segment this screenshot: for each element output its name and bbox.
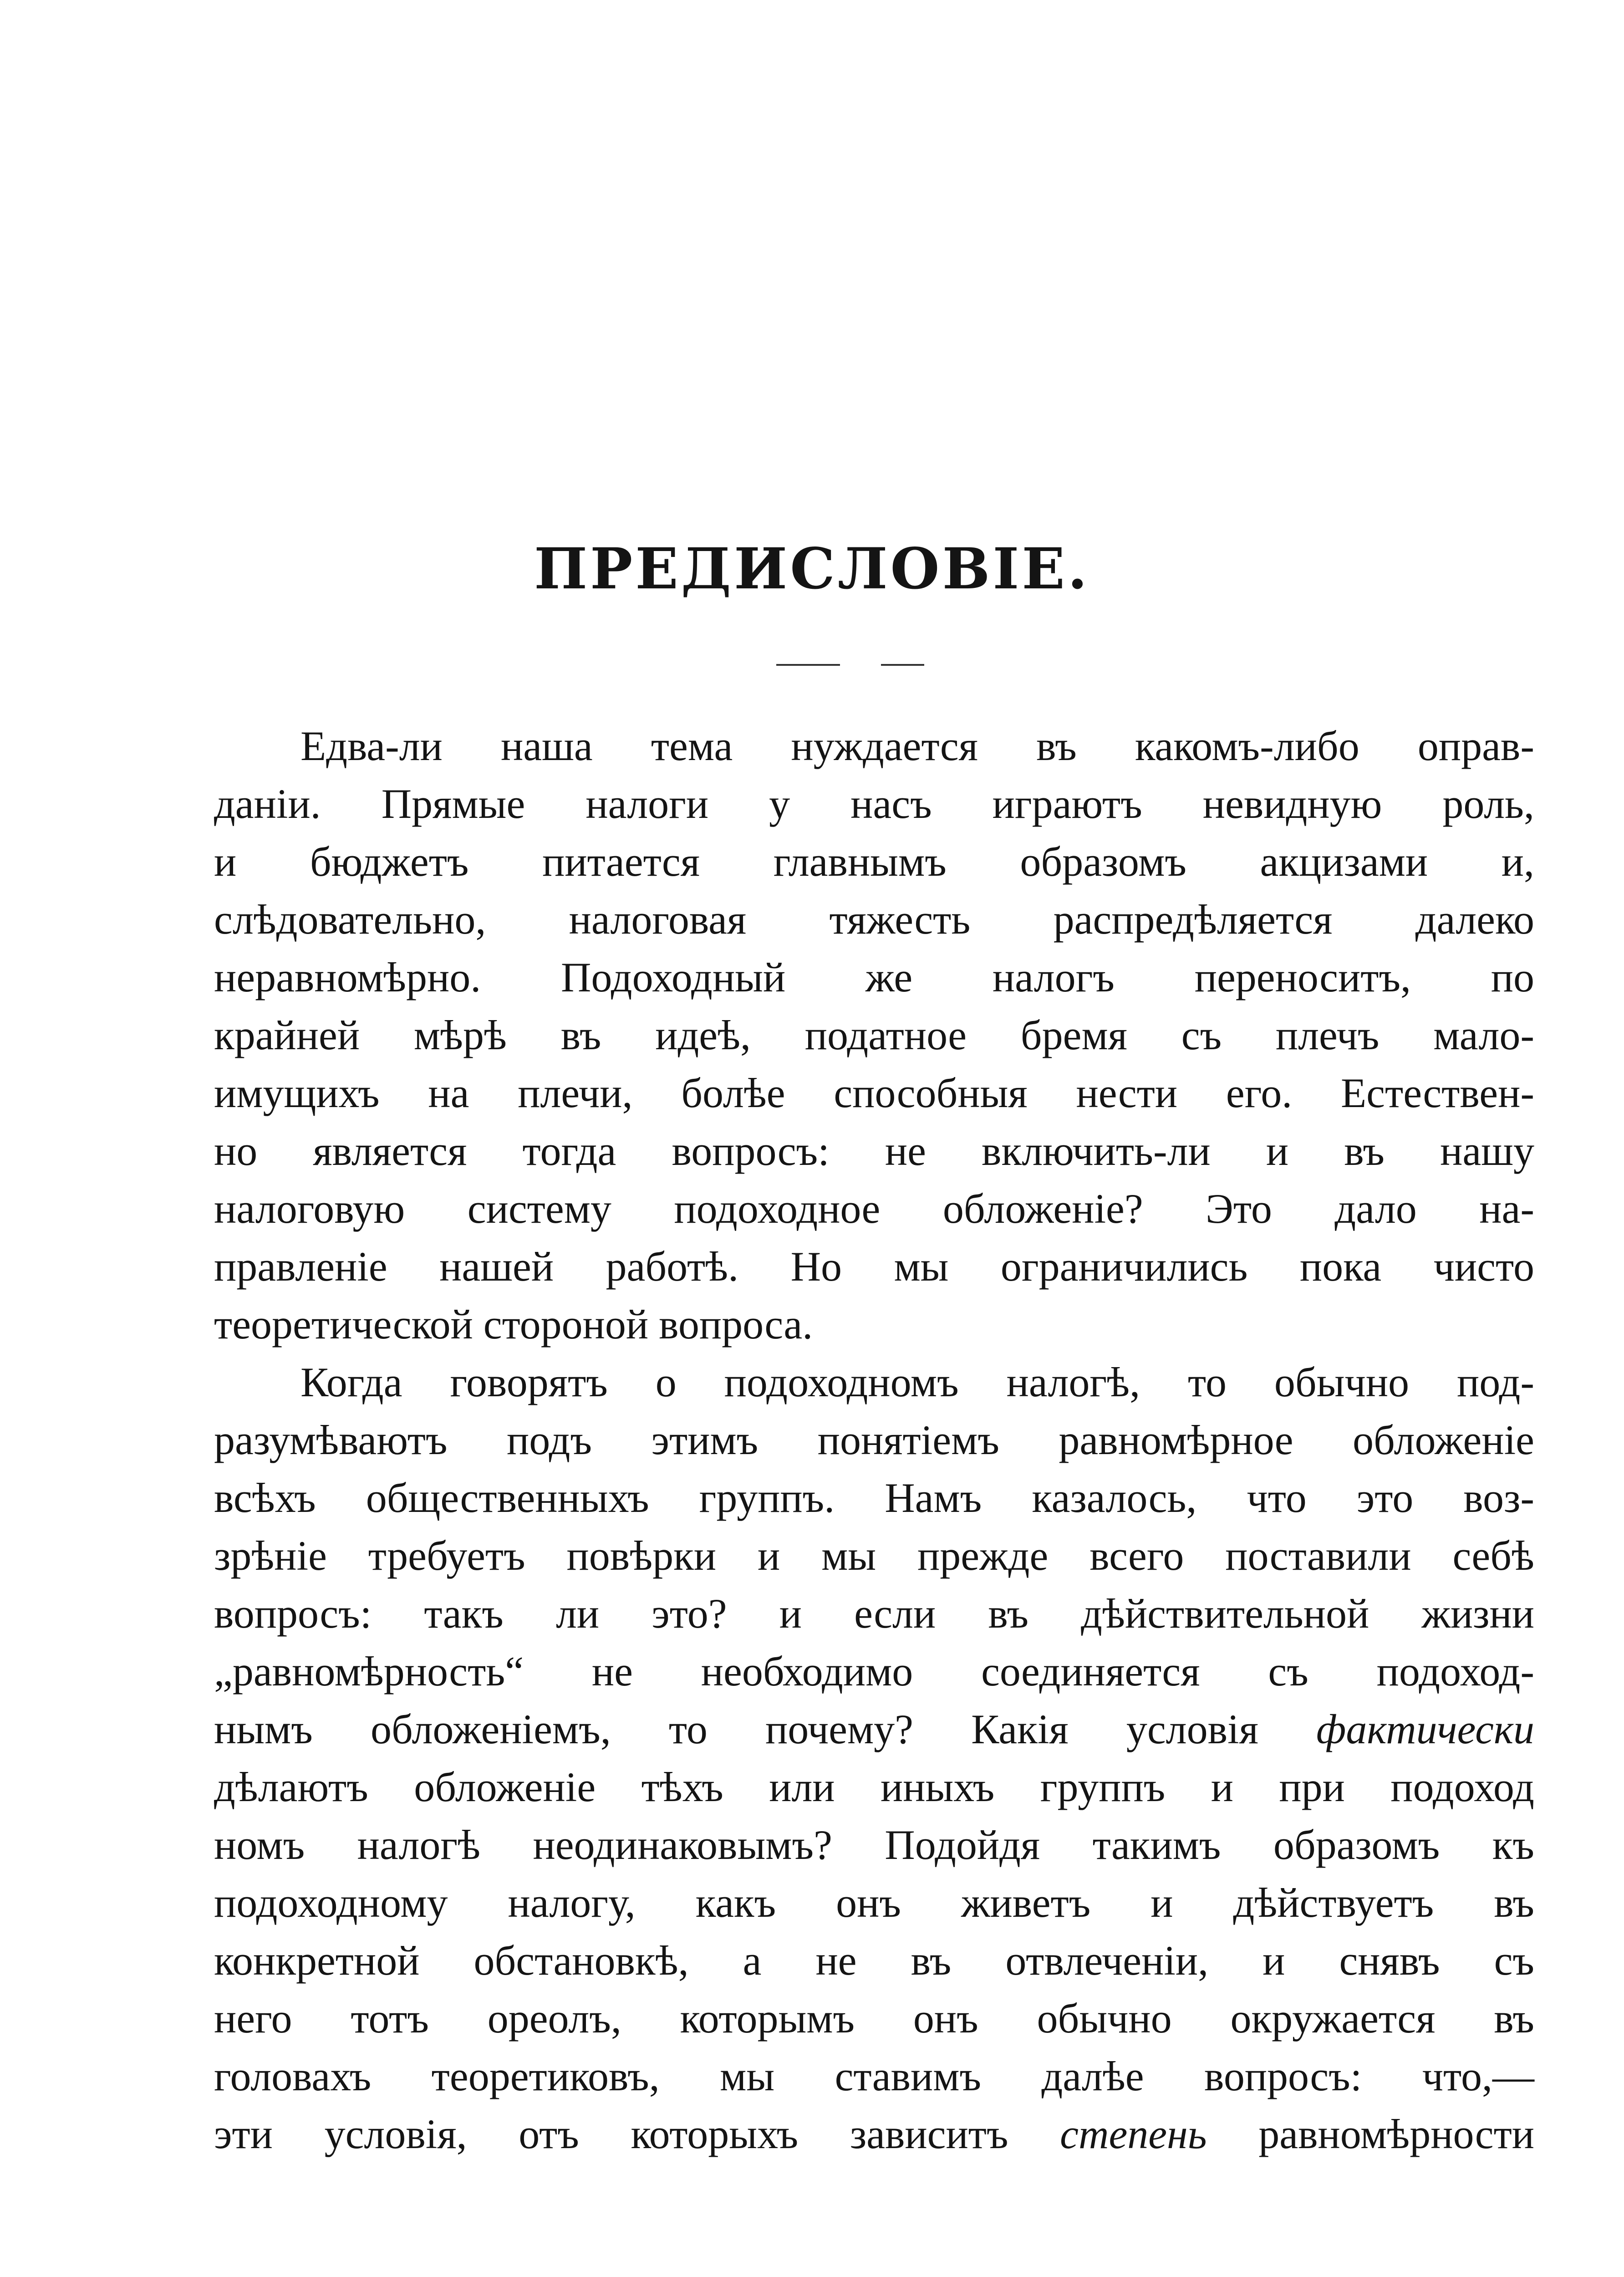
text-line: имущихъ на плечи, болѣе способныя нести его. Естествен- — [214, 1070, 1534, 1116]
text-line: и бюджетъ питается главнымъ образомъ акцизами и, — [214, 838, 1534, 885]
text-line: подоходному налогу, какъ онъ живетъ и дѣйствуетъ въ — [214, 1879, 1534, 1926]
text-line: слѣдовательно, налоговая тяжесть распредѣляется далеко — [214, 896, 1534, 943]
text-line: конкретной обстановкѣ, а не въ отвлеченіи, и снявъ съ — [214, 1937, 1534, 1984]
text-line: головахъ теоретиковъ, мы ставимъ далѣе вопросъ: что,— — [214, 2053, 1534, 2099]
text-line: правленіе нашей работѣ. Но мы ограничились пока чисто — [214, 1243, 1534, 1290]
text-line: вопросъ: такъ ли это? и если въ дѣйствительной жизни — [214, 1590, 1534, 1637]
text-run: равномѣрности — [1258, 2111, 1535, 2157]
text-run: эти условія, отъ которыхъ зависитъ — [214, 2111, 1008, 2157]
text-line: Когда говорятъ о подоходномъ налогѣ, то обычно под- — [300, 1359, 1534, 1405]
text-line: неравномѣрно. Подоходный же налогъ переноситъ, по — [214, 954, 1534, 1001]
chapter-title: ПРЕДИСЛОВІЕ. — [534, 536, 1090, 602]
text-line: зрѣніе требуетъ повѣрки и мы прежде всего поставили себѣ — [214, 1532, 1534, 1579]
title-rule-right — [881, 664, 924, 666]
text-line: „равномѣрность“ не необходимо соединяется съ подоход- — [214, 1648, 1534, 1695]
emphasized-word: фактически — [1316, 1706, 1535, 1752]
text-line: номъ налогѣ неодинаковымъ? Подойдя такимъ образомъ къ — [214, 1822, 1534, 1868]
text-line: него тотъ ореолъ, которымъ онъ обычно окружается въ — [214, 1995, 1534, 2042]
body-text — [214, 717, 1534, 2163]
text-line: разумѣваютъ подъ этимъ понятіемъ равномѣрное обложеніе — [214, 1417, 1534, 1463]
text-line: Едва-ли наша тема нуждается въ какомъ-либо оправ- — [300, 723, 1534, 769]
text-line: но является тогда вопросъ: не включить-ли и въ нашу — [214, 1128, 1534, 1174]
text-line-with-emphasis — [214, 1700, 1534, 1758]
title-rule-left — [776, 664, 840, 666]
text-line: дѣлаютъ обложеніе тѣхъ или иныхъ группъ и при подоход — [214, 1764, 1534, 1810]
text-line: даніи. Прямые налоги у насъ играютъ невидную роль, — [214, 781, 1534, 827]
text-line: крайней мѣрѣ въ идеѣ, податное бремя съ плечъ мало- — [214, 1012, 1534, 1058]
emphasized-word: степень — [1060, 2111, 1207, 2157]
text-line-with-emphasis — [214, 2105, 1534, 2163]
text-line: налоговую систему подоходное обложеніе? Это дало на- — [214, 1185, 1534, 1232]
text-line: теоретической стороной вопроса. — [214, 1301, 813, 1348]
text-line: всѣхъ общественныхъ группъ. Намъ казалось, что это воз- — [214, 1475, 1534, 1521]
text-run: нымъ обложеніемъ, то почему? Какія условія — [214, 1706, 1258, 1752]
